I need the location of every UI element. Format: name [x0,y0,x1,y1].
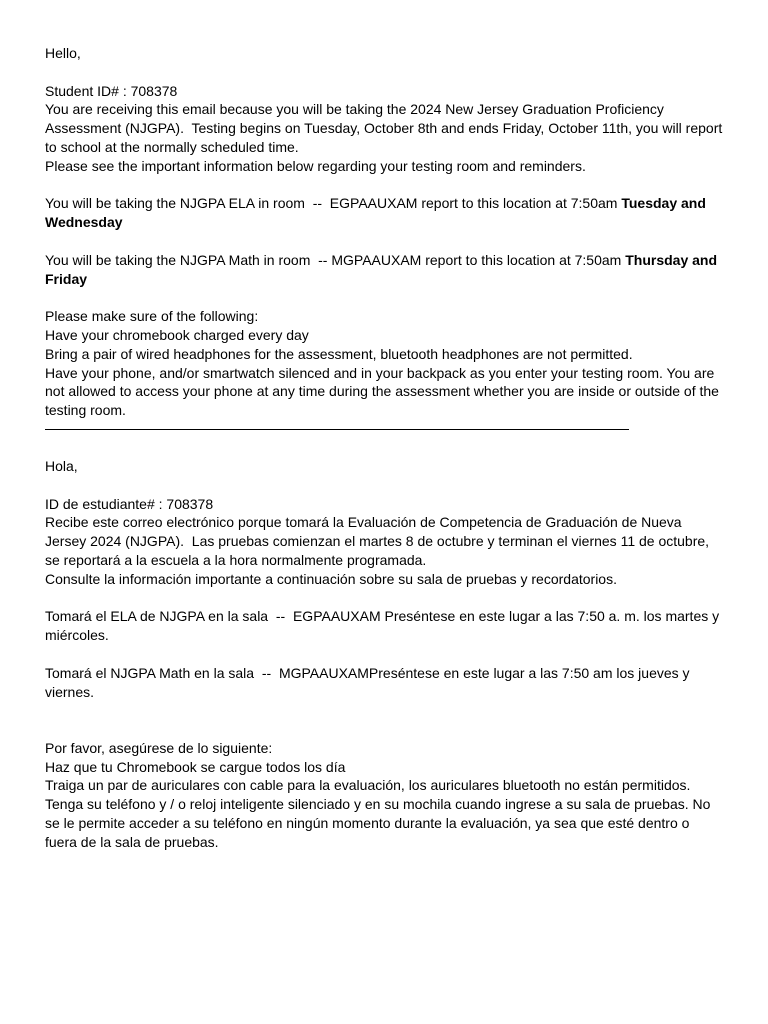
greeting: Hello, [45,45,81,61]
ela-room-info: Tomará el ELA de NJGPA en la sala -- EGPAAUXAM Preséntese en este lugar a las 7:50 a. m. los martes y miércoles. [45,608,724,644]
reminder-item: Have your chromebook charged every day [45,326,309,343]
reminder-list [45,758,725,852]
math-room-info [45,251,725,289]
reminder-item: Tenga su teléfono y / o reloj inteligente silenciado y en su mochila cuando ingrese a su sala de pruebas. No se le permite acceder a su teléfono en ningún momento durante la evaluación, ya sea que esté dentro o fuera de la sala de pruebas. [45,796,711,850]
reminder-list [45,326,725,420]
ela-days: Tuesday and Wednesday [45,195,710,231]
greeting: Hola, [45,457,78,474]
spanish-section [45,457,725,852]
reminder-item: Bring a pair of wired headphones for the assessment, bluetooth headphones are not permitted. [45,345,633,362]
math-room-text: You will be taking the NJGPA Math in room -- MGPAAUXAM report to this location at 7:50am [45,251,626,268]
email-body [45,44,725,852]
student-id: Student ID# : 708378 [45,82,178,99]
reminder-item: Have your phone, and/or smartwatch silenced and in your backpack as you enter your testing room. You are not allowed to access your phone at any time during the assessment whether you are inside or outside of the testing room. [45,364,719,419]
student-id: ID de estudiante# : 708378 [45,495,214,512]
reminder-item: Traiga un par de auriculares con cable para la evaluación, los auriculares bluetooth no están permitidos. [45,777,691,794]
math-days: Thursday and Friday [45,251,721,287]
make-sure-heading: Please make sure of the following: [45,308,259,325]
make-sure-heading: Por favor, asegúrese de lo siguiente: [45,739,273,756]
reminder-item: Haz que tu Chromebook se cargue todos los día [45,758,346,775]
ela-room-text: You will be taking the NJGPA ELA in room -- EGPAAUXAM report to this location at 7:50am [45,195,622,212]
ela-room-info [45,194,725,232]
see-info-line: Please see the important information below regarding your testing room and reminders. [45,157,586,174]
intro-paragraph: Recibe este correo electrónico porque tomará la Evaluación de Competencia de Graduación de Nueva Jersey 2024 (NJGPA). Las pruebas comienzan el martes 8 de octubre y terminan el viernes 11 de octubre, se reportará a la escuela a la hora normalmente programada. [45,514,713,568]
english-section [45,44,725,420]
see-info-line: Consulte la información importante a continuación sobre su sala de pruebas y recordatorios. [45,570,617,587]
math-room-info: Tomará el NJGPA Math en la sala -- MGPAAUXAMPreséntese en este lugar a las 7:50 am los jueves y viernes. [45,664,694,700]
intro-paragraph: You are receiving this email because you will be taking the 2024 New Jersey Graduation Proficiency Assessment (NJGPA). Testing begins on Tuesday, October 8th and ends Friday, October 11th, you will report to school at the normally scheduled time. [45,101,727,155]
